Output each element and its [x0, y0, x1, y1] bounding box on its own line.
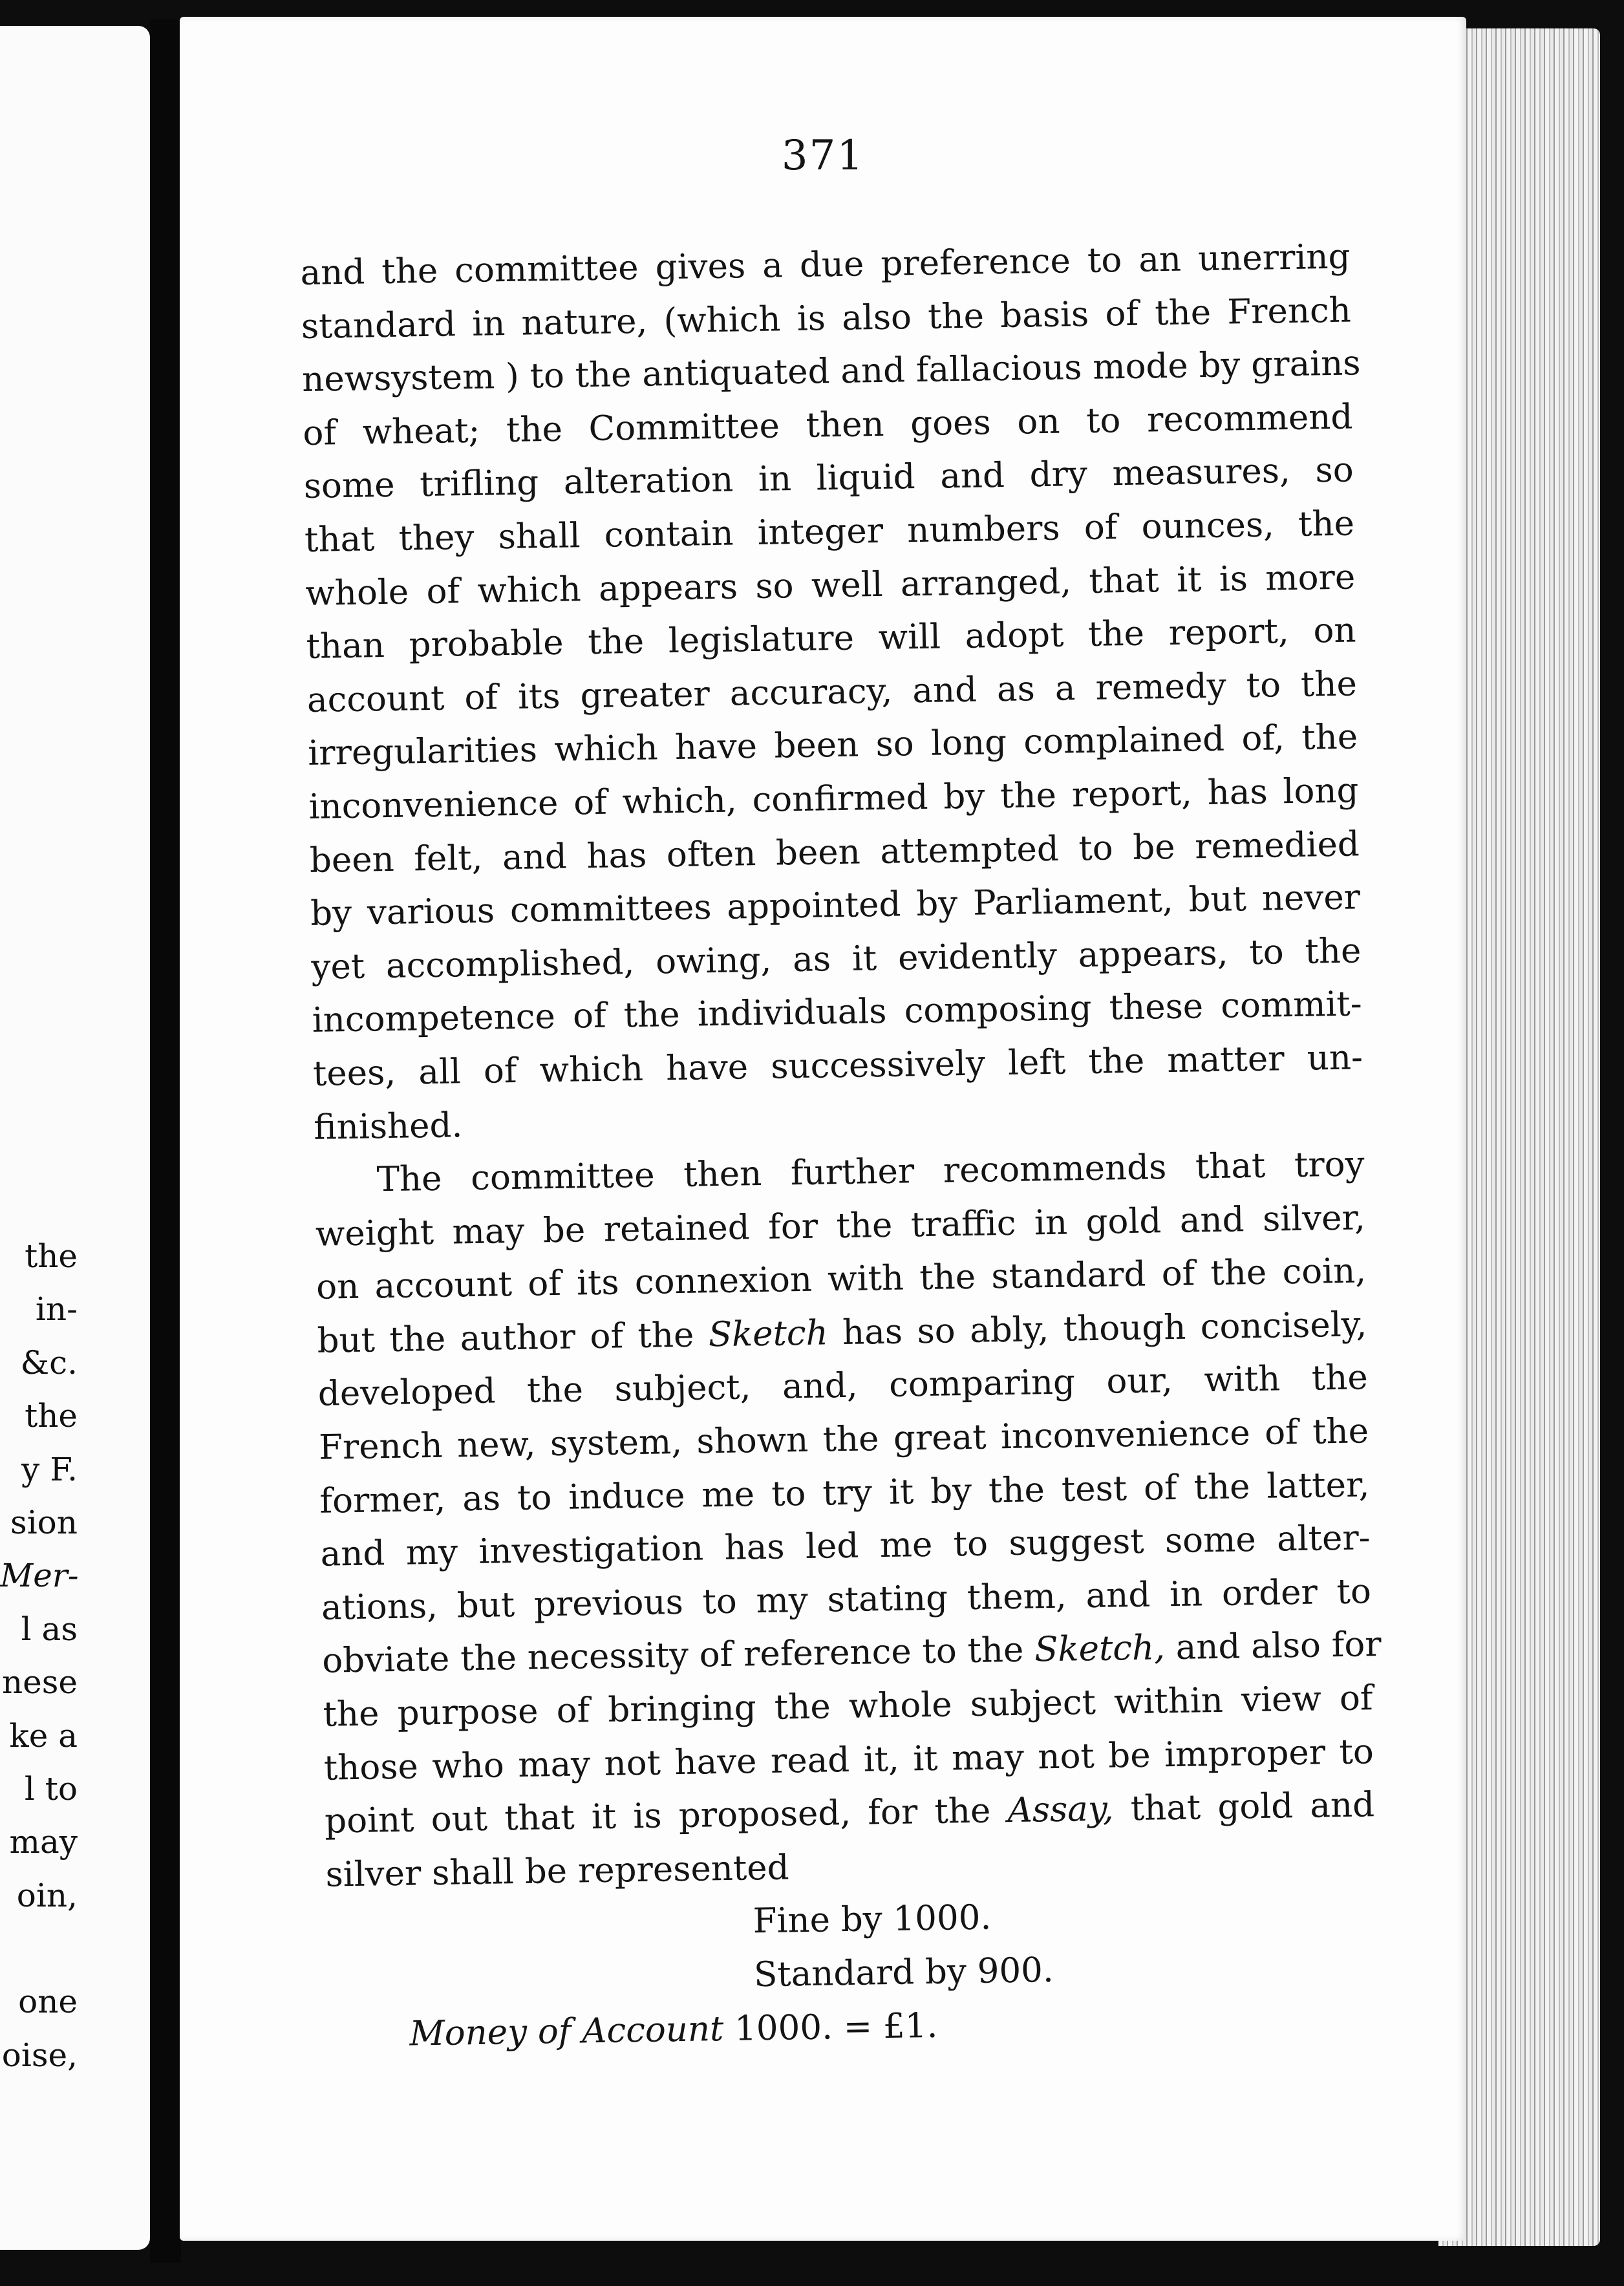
text-segment: has so ably, though concisely, — [828, 1305, 1367, 1353]
text-line: those who may not have read it, it may not be improper to — [323, 1731, 1374, 1788]
text-line: some trifling alteration in liquid and dry measures, so — [303, 450, 1354, 507]
book-gutter — [150, 19, 181, 2263]
text-line: inconvenience of which, confirmed by the report, has long — [308, 771, 1359, 827]
text-line: irregularities which have been so long complained of, the — [307, 717, 1358, 774]
left-page-fragments — [0, 1230, 78, 2082]
left-fragment-gap — [0, 1922, 78, 1975]
page-body — [300, 230, 1382, 2062]
text-line: the purpose of bringing the whole subject within view of — [323, 1678, 1373, 1735]
italic-sketch: Sketch, — [1034, 1628, 1166, 1670]
money-value: 1000. = £1. — [723, 2005, 938, 2049]
page-number: 371 — [781, 132, 865, 180]
left-fragment: &c. — [20, 1343, 78, 1382]
text-line: French new, system, shown the great inconvenience of the — [318, 1411, 1369, 1468]
text-line: finished. — [313, 1105, 463, 1148]
text-line: former, as to induce me to try it by the test of the latter, — [319, 1464, 1370, 1521]
text-segment: but the author of the — [317, 1315, 709, 1361]
text-line: The committee then further recommends that troy — [376, 1144, 1365, 1200]
text-line: weight may be retained for the traffic in gold and silver, — [315, 1197, 1366, 1254]
text-line: and the committee gives a due preference to an unerring — [300, 237, 1351, 293]
left-fragment: nese — [1, 1663, 78, 1702]
left-fragment: oin, — [16, 1876, 78, 1914]
text-line: and my investigation has led me to suggest some alter- — [320, 1518, 1371, 1574]
left-fragment: in- — [35, 1290, 78, 1329]
text-line: ations, but previous to my stating them, and in order to — [321, 1572, 1372, 1628]
text-line: than probable the legislature will adopt the report, on — [306, 610, 1356, 667]
italic-sketch: Sketch — [708, 1313, 829, 1355]
text-segment: obviate the necessity of reference to the — [321, 1630, 1035, 1682]
left-fragment: Mer- — [0, 1557, 79, 1595]
text-line: on account of its connexion with the standard of the coin, — [315, 1251, 1367, 1308]
fine-line: Fine by 1000. — [753, 1897, 992, 1941]
left-page — [0, 26, 150, 2250]
left-fragment: one — [18, 1983, 78, 2021]
left-fragment: oise, — [1, 2036, 78, 2074]
italic-assay: Assay, — [1007, 1789, 1115, 1831]
money-label: Money of Account — [409, 2009, 724, 2054]
left-fragment: l as — [21, 1610, 78, 1648]
text-line: of wheat; the Committee then goes on to recommend — [303, 397, 1353, 453]
text-line: that they shall contain integer numbers of ounces, the — [304, 504, 1355, 560]
text-line: account of its greater accuracy, and as a remedy to the — [306, 664, 1358, 720]
main-page — [180, 17, 1466, 2241]
text-line: developed the subject, and, comparing our, with the — [317, 1358, 1369, 1415]
text-line: silver shall be represented — [325, 1848, 789, 1895]
text-line: newsystem ) to the antiquated and fallacious mode by grains — [301, 343, 1361, 400]
text-segment: that gold and — [1113, 1785, 1375, 1829]
text-segment: and also for — [1164, 1625, 1382, 1668]
text-line: tees, all of which have successively left the matter un- — [312, 1038, 1363, 1094]
text-line: by various committees appointed by Parliament, but never — [310, 877, 1361, 934]
left-fragment: y F. — [21, 1450, 78, 1488]
text-line: yet accomplished, owing, as it evidently appears, to the — [311, 931, 1362, 987]
text-line: been felt, and has often been attempted to be remedied — [309, 824, 1360, 881]
text-segment: point out that it is proposed, for the — [324, 1791, 1009, 1841]
text-line: whole of which appears so well arranged, that it is more — [304, 557, 1356, 614]
left-fragment: the — [25, 1397, 78, 1435]
left-fragment: the — [25, 1237, 78, 1275]
left-fragment: may — [9, 1823, 78, 1861]
left-fragment: l to — [24, 1770, 78, 1808]
text-line: incompetence of the individuals composing these commit- — [312, 984, 1363, 1041]
text-line: standard in nature, (which is also the basis of the French — [301, 290, 1352, 347]
standard-line: Standard by 900. — [753, 1950, 1054, 1995]
left-fragment: sion — [10, 1504, 78, 1542]
left-fragment: ke a — [9, 1716, 78, 1755]
